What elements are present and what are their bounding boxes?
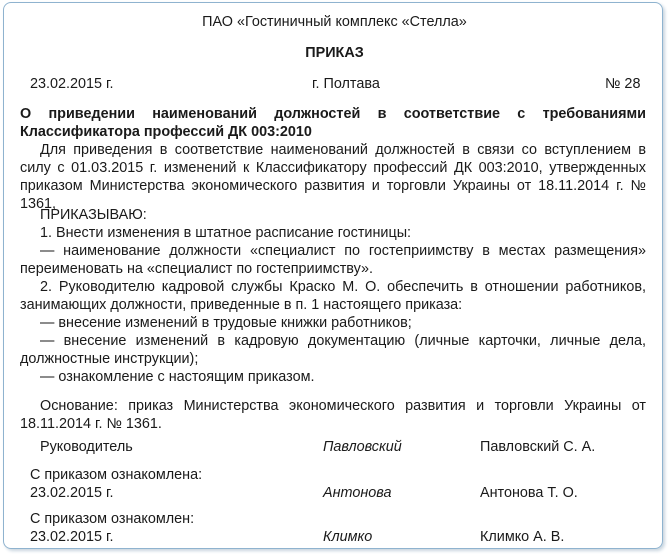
preamble: Для приведения в соответствие наименований должностей в связи со вступлением в силу с 01.03.2015 г. изменений к Классификатору профессий ДК 003:2010, утвержденных приказом Министерства экономического развития и торговли Украины от 18.11.2014 г. № 1361, <box>20 142 646 212</box>
ack-1-name: Антонова Т. О. <box>480 485 578 501</box>
head-signature: Павловский <box>323 439 402 455</box>
order-number: № 28 <box>605 76 641 92</box>
ack-1-signature: Антонова <box>323 485 392 501</box>
item-1: 1. Внести изменения в штатное расписание гостиницы: <box>40 225 412 241</box>
order-city: г. Полтава <box>312 76 380 92</box>
ack-1-date: 23.02.2015 г. <box>30 485 114 501</box>
doc-title: ПРИКАЗ <box>305 45 364 61</box>
ack-2-name: Климко А. В. <box>480 529 565 545</box>
order-word: ПРИКАЗЫВАЮ: <box>40 207 147 223</box>
item-2-dash-1: — внесение изменений в трудовые книжки работников; <box>40 315 412 331</box>
item-1-dash: — наименование должности «специалист по гостеприимству в местах размещения» переименовать на «специалист по гостеприимству». <box>20 243 646 277</box>
head-name: Павловский С. А. <box>480 439 596 455</box>
item-2-dash-3: — ознакомление с настоящим приказом. <box>40 369 315 385</box>
item-2: 2. Руководителю кадровой службы Краско М. О. обеспечить в отношении работников, занимающих должности, приведенные в п. 1 настоящего приказа: <box>20 279 646 313</box>
order-subject: О приведении наименований должностей в соответствие с требованиями Классификатора профессий ДК 003:2010 <box>20 106 646 140</box>
ack-1-label: С приказом ознакомлена: <box>30 467 203 483</box>
ack-2-signature: Климко <box>323 529 373 545</box>
head-label: Руководитель <box>40 439 133 455</box>
item-2-dash-2: — внесение изменений в кадровую документацию (личные карточки, личные дела, должностные инструкции); <box>20 333 646 367</box>
ack-2-label: С приказом ознакомлен: <box>30 511 195 527</box>
ack-2-date: 23.02.2015 г. <box>30 529 114 545</box>
org-name: ПАО «Гостиничный комплекс «Стелла» <box>202 14 467 30</box>
order-date: 23.02.2015 г. <box>30 76 114 92</box>
basis: Основание: приказ Министерства экономического развития и торговли Украины от 18.11.2014 г. № 1361. <box>20 398 646 432</box>
